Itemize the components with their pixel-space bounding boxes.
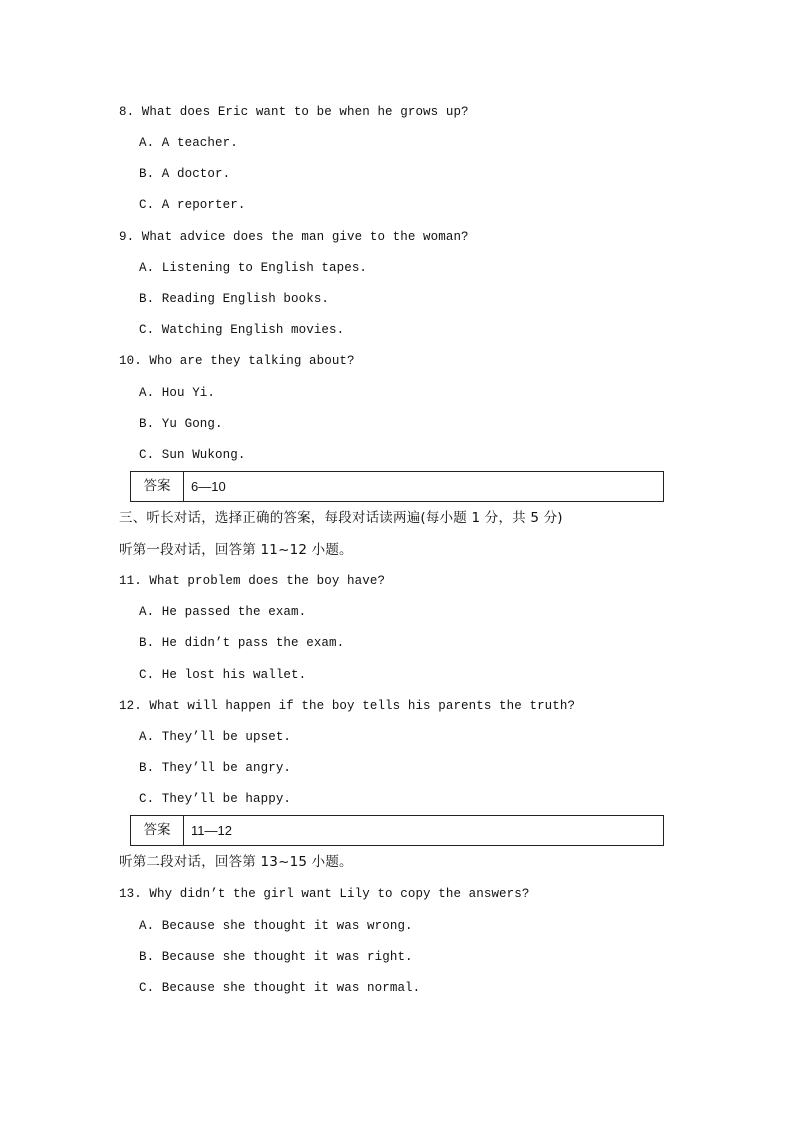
question-12-option-a: A. They’ll be upset. — [139, 730, 292, 744]
question-11-stem: 11. What problem does the boy have? — [119, 574, 386, 588]
question-8-option-b: B. A doctor. — [139, 167, 231, 181]
question-13-option-c: C. Because she thought it was normal. — [139, 981, 421, 995]
question-10-option-c: C. Sun Wukong. — [139, 448, 246, 462]
question-11-option-a: A. He passed the exam. — [139, 605, 307, 619]
question-8-option-c: C. A reporter. — [139, 198, 246, 212]
answer-box-label: 答案 — [131, 816, 184, 845]
answer-box-range: 11—12 — [191, 823, 232, 838]
answer-box-6-10 — [130, 471, 664, 502]
question-12-stem: 12. What will happen if the boy tells his parents the truth? — [119, 699, 576, 713]
question-10-stem: 10. Who are they talking about? — [119, 354, 355, 368]
question-11-option-c: C. He lost his wallet. — [139, 668, 307, 682]
answer-box-label: 答案 — [131, 472, 184, 501]
question-9-option-b: B. Reading English books. — [139, 292, 330, 306]
question-9-option-a: A. Listening to English tapes. — [139, 261, 368, 275]
section-3-part-2-instruction: 听第二段对话，回答第 13~15 小题。 — [119, 854, 353, 870]
section-3-part-1-instruction: 听第一段对话，回答第 11~12 小题。 — [119, 542, 353, 558]
answer-box-11-12 — [130, 815, 664, 846]
question-11-option-b: B. He didn’t pass the exam. — [139, 636, 345, 650]
question-13-stem: 13. Why didn’t the girl want Lily to copy the answers? — [119, 887, 530, 901]
question-10-option-a: A. Hou Yi. — [139, 386, 216, 400]
question-13-option-a: A. Because she thought it was wrong. — [139, 919, 413, 933]
question-12-option-b: B. They’ll be angry. — [139, 761, 292, 775]
question-8-option-a: A. A teacher. — [139, 136, 238, 150]
answer-box-range: 6—10 — [191, 479, 226, 494]
section-3-heading: 三、听长对话，选择正确的答案，每段对话读两遍(每小题 1 分，共 5 分) — [119, 510, 563, 526]
question-9-stem: 9. What advice does the man give to the woman? — [119, 230, 469, 244]
question-9-option-c: C. Watching English movies. — [139, 323, 345, 337]
question-8-stem: 8. What does Eric want to be when he grows up? — [119, 105, 469, 119]
question-12-option-c: C. They’ll be happy. — [139, 792, 292, 806]
question-10-option-b: B. Yu Gong. — [139, 417, 223, 431]
question-13-option-b: B. Because she thought it was right. — [139, 950, 413, 964]
